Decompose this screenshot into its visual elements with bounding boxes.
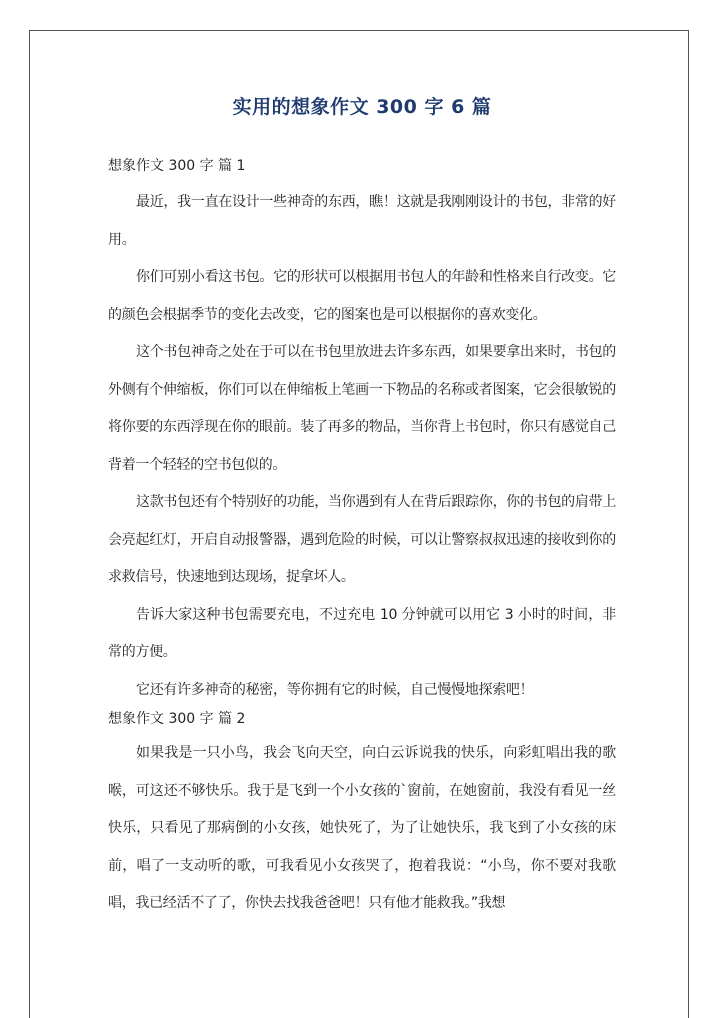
section-heading: 想象作文 300 字 篇 1 <box>108 158 246 174</box>
section-2 <box>108 709 616 923</box>
paragraph: 如果我是一只小鸟，我会飞向天空，向白云诉说我的快乐，向彩虹唱出我的歌喉，可这还不够快乐。我于是飞到一个小女孩的`窗前，在她窗前，我没有看见一丝快乐，只看见了那病倒的小女孩，她快死了，为了让她快乐，我飞到了小女孩的床前，唱了一支动听的歌，可我看见小女孩哭了，抱着我说：“小鸟，你不要对我歌唱，我已经活不了了，你快去找我爸爸吧！只有他才能救我。”我想 <box>108 745 616 911</box>
document-body <box>108 92 616 923</box>
paragraph: 最近，我一直在设计一些神奇的东西，瞧！这就是我刚刚设计的书包，非常的好用。 <box>108 194 616 248</box>
paragraph: 你们可别小看这书包。它的形状可以根据用书包人的年龄和性格来自行改变。它的颜色会根据季节的变化去改变，它的图案也是可以根据你的喜欢变化。 <box>108 269 616 323</box>
paragraph: 它还有许多神奇的秘密，等你拥有它的时候，自己慢慢地探索吧！ <box>136 681 534 698</box>
document-title: 实用的想象作文 300 字 6 篇 <box>232 96 492 118</box>
paragraph: 告诉大家这种书包需要充电，不过充电 10 分钟就可以用它 3 小时的时间，非常的方便。 <box>108 606 616 660</box>
paragraph: 这款书包还有个特别好的功能，当你遇到有人在背后跟踪你，你的书包的肩带上会亮起红灯，开启自动报警器，遇到危险的时候，可以让警察叔叔迅速的接收到你的求救信号，快速地到达现场，捉拿坏人。 <box>108 494 616 585</box>
section-heading: 想象作文 300 字 篇 2 <box>108 711 246 727</box>
section-1 <box>108 156 616 709</box>
paragraph: 这个书包神奇之处在于可以在书包里放进去许多东西，如果要拿出来时，书包的外侧有个伸缩板，你们可以在伸缩板上笔画一下物品的名称或者图案，它会很敏锐的将你要的东西浮现在你的眼前。装了再多的物品，当你背上书包时，你只有感觉自己背着一个轻轻的空书包似的。 <box>108 344 616 473</box>
